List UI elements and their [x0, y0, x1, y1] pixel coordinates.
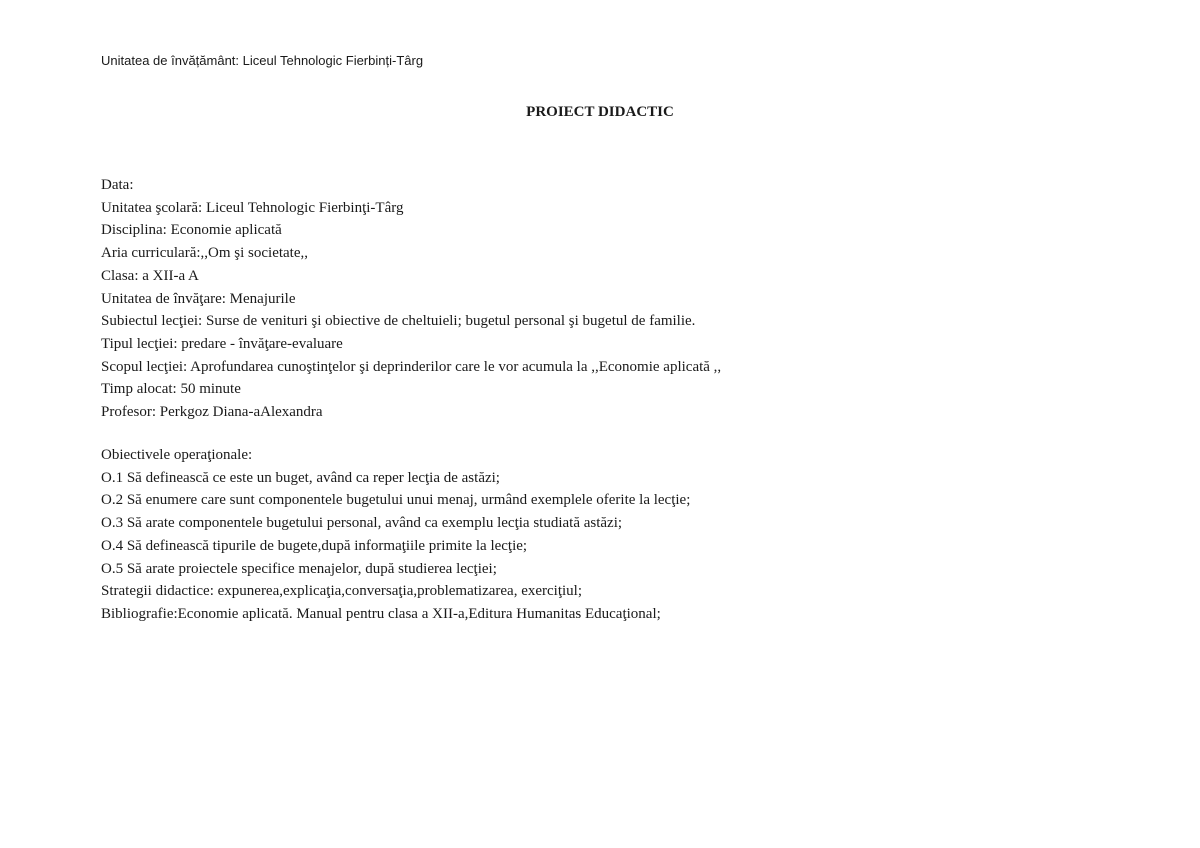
- lesson-info-block: [101, 174, 1101, 424]
- objective-item: O.5 Să arate proiectele specifice menajelor, după studierea lecţiei;: [101, 560, 497, 577]
- info-learning-unit: Unitatea de învăţare: Menajurile: [101, 290, 296, 307]
- objective-item: O.2 Să enumere care sunt componentele bugetului unui menaj, urmând exemplele oferite la lecţie;: [101, 492, 691, 509]
- bibliography: Bibliografie:Economie aplicată. Manual pentru clasa a XII-a,Editura Humanitas Educaţional;: [101, 605, 661, 622]
- objectives-block: [101, 444, 1101, 626]
- info-time-allocated: Timp alocat: 50 minute: [101, 381, 241, 398]
- document-title: [0, 101, 1200, 123]
- info-curricular-area: Aria curriculară:,,Om şi societate,,: [101, 245, 308, 262]
- school-header: Unitatea de învățământ: Liceul Tehnologic Fierbinți-Târg: [101, 53, 424, 68]
- teaching-strategies: Strategii didactice: expunerea,explicaţia,conversaţia,problematizarea, exerciţiul;: [101, 583, 583, 600]
- document-title-text: PROIECT DIDACTIC: [526, 104, 674, 120]
- objective-item: O.4 Să definească tipurile de bugete,după informaţiile primite la lecţie;: [101, 537, 528, 554]
- info-lesson-type: Tipul lecţiei: predare - învăţare-evaluare: [101, 335, 343, 352]
- objective-item: O.1 Să definească ce este un buget, având ca reper lecţia de astăzi;: [101, 469, 500, 486]
- info-school-unit: Unitatea şcolară: Liceul Tehnologic Fierbinţi-Târg: [101, 199, 404, 216]
- info-discipline: Disciplina: Economie aplicată: [101, 222, 282, 239]
- info-class: Clasa: a XII-a A: [101, 267, 199, 284]
- info-date: Data:: [101, 177, 134, 193]
- objective-item: O.3 Să arate componentele bugetului personal, având ca exemplu lecţia studiată astăzi;: [101, 515, 623, 532]
- info-lesson-purpose: Scopul lecţiei: Aprofundarea cunoştinţelor şi deprinderilor care le vor acumula la ,,Economie aplicată ,,: [101, 358, 722, 375]
- info-lesson-subject: Subiectul lecţiei: Surse de venituri şi obiective de cheltuieli; bugetul personal şi bugetul de familie.: [101, 313, 696, 330]
- info-teacher: Profesor: Perkgoz Diana-aAlexandra: [101, 404, 323, 421]
- objectives-heading: Obiectivele operaţionale:: [101, 447, 253, 463]
